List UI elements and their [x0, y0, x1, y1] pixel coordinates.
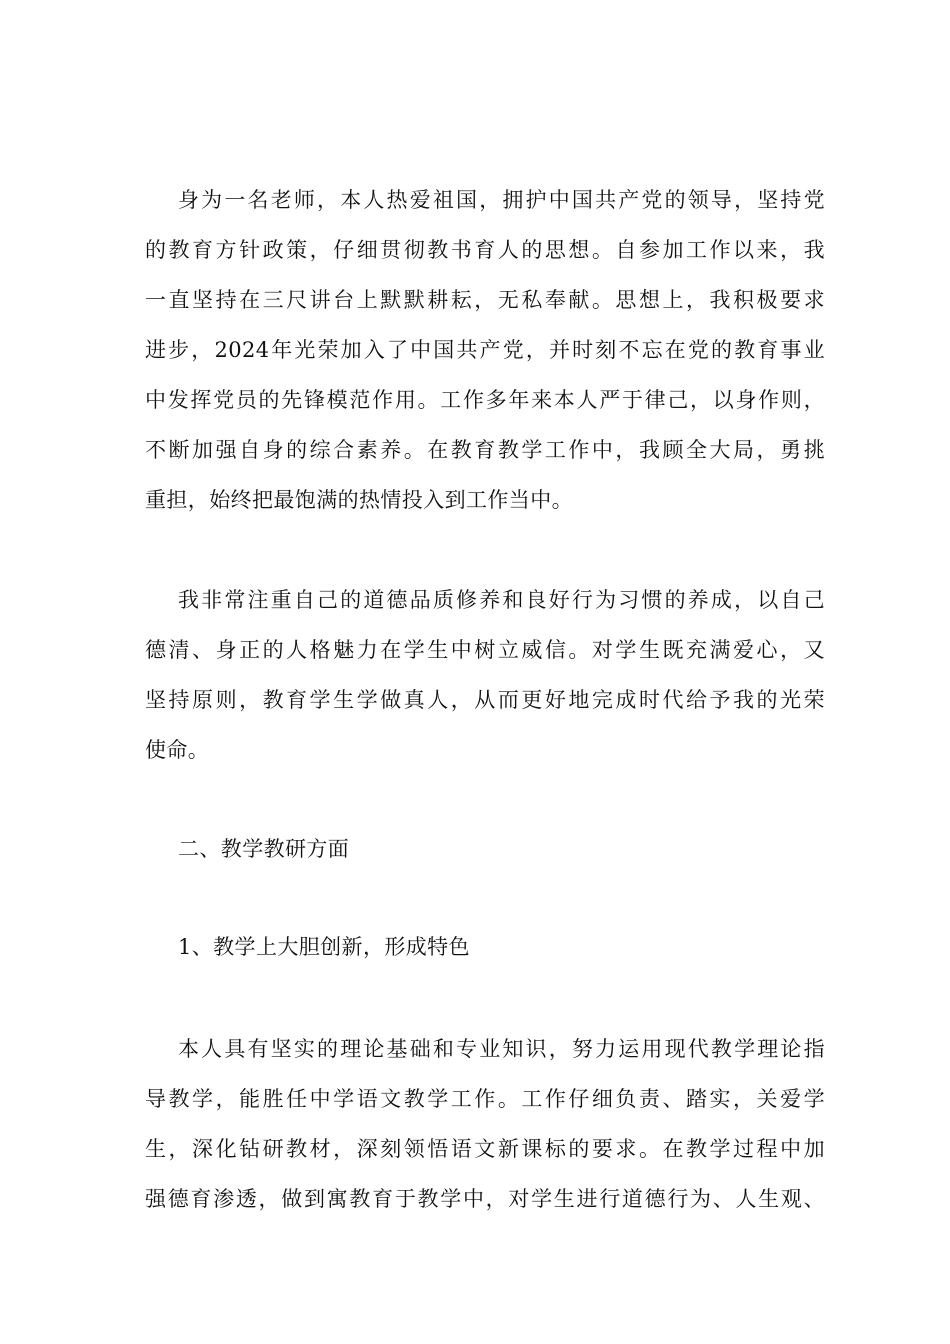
paragraph-line: 一直坚持在三尺讲台上默默耕耘，无私奉献。思想上，我积极要求 [145, 288, 825, 312]
section-heading-block [145, 824, 825, 874]
paragraph-line: 身为一名老师，本人热爱祖国，拥护中国共产党的领导，坚持党 [178, 188, 825, 212]
paragraph-line: 重担，始终把最饱满的热情投入到工作当中。 [145, 488, 573, 512]
paragraph-line: 本人具有坚实的理论基础和专业知识，努力运用现代教学理论指 [178, 1037, 825, 1061]
subsection-heading-block [145, 922, 825, 972]
paragraph-line: 我非常注重自己的道德品质修养和良好行为习惯的养成，以自己 [178, 588, 825, 612]
paragraph-line: 坚持原则，教育学生学做真人，从而更好地完成时代给予我的光荣 [145, 688, 825, 712]
paragraph-line: 强德育渗透，做到寓教育于教学中，对学生进行道德行为、人生观、 [145, 1187, 825, 1211]
paragraph-line: 导教学，能胜任中学语文教学工作。工作仔细负责、踏实，关爱学 [145, 1087, 825, 1111]
paragraph-line: 中发挥党员的先锋模范作用。工作多年来本人严于律己，以身作则， [145, 388, 825, 412]
paragraph-line: 的教育方针政策，仔细贯彻教书育人的思想。自参加工作以来，我 [145, 238, 825, 262]
paragraph-1 [145, 175, 825, 525]
paragraph-2 [145, 575, 825, 775]
section-heading: 二、教学教研方面 [178, 837, 350, 861]
paragraph-line: 不断加强自身的综合素养。在教育教学工作中，我顾全大局，勇挑 [145, 438, 825, 462]
paragraph-3 [145, 1024, 825, 1224]
paragraph-line: 生，深化钻研教材，深刻领悟语文新课标的要求。在教学过程中加 [145, 1137, 825, 1161]
paragraph-line: 德清、身正的人格魅力在学生中树立威信。对学生既充满爱心，又 [145, 638, 825, 662]
subsection-heading: 1、教学上大胆创新，形成特色 [178, 935, 470, 959]
paragraph-line: 进步，2024年光荣加入了中国共产党，并时刻不忘在党的教育事业 [145, 338, 825, 362]
paragraph-line: 使命。 [145, 738, 210, 762]
